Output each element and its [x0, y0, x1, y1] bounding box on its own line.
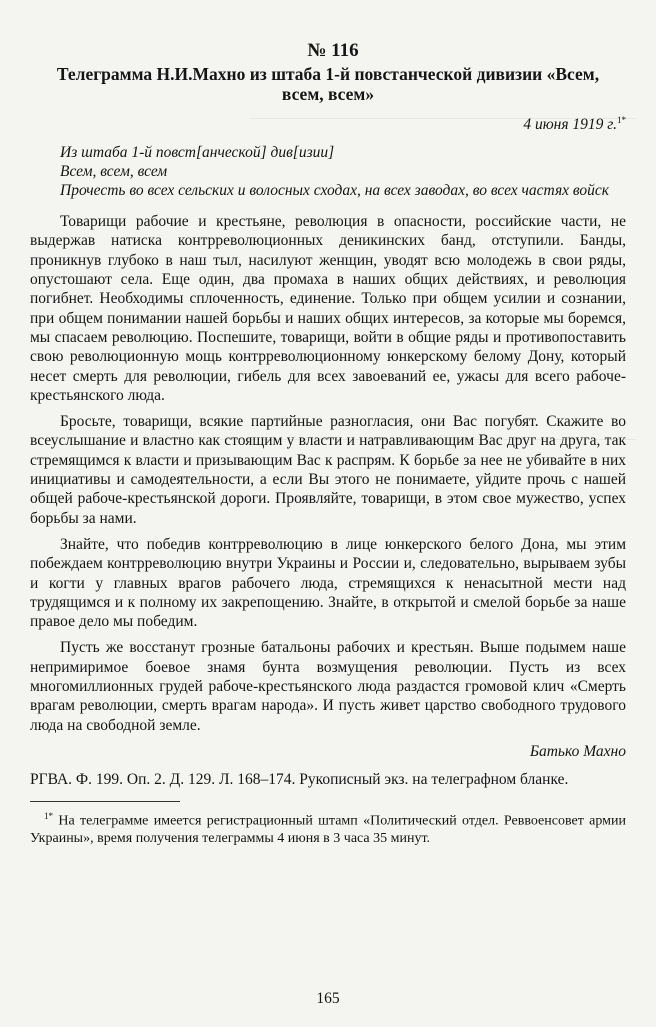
document-number: № 116	[307, 40, 359, 61]
body-paragraph: Бросьте, товарищи, всякие партийные разногласия, они Вас погубят. Скажите во всеуслышание и властно как стоящим у власти и натравливающим Вас друг на друга, так стремящимся к власти и призывающим Вас к распрям. К борьбе за нее не убивайте в них инициативы и самодеятельности, а если Вы этого не понимаете, уйдите прочь с нашей общей рабоче-крестьянской дороги. Проявляйте, товарищи, в этом свое мужество, успех борьбы за нами.	[30, 413, 626, 527]
page-number: 165	[316, 990, 340, 1007]
body-paragraph: Пусть же восстанут грозные батальоны рабочих и крестьян. Выше подымем наше непримиримое боевое знамя бунта возмущения революции. Пусть из всех многомиллионных грудей рабоче-крестьянского люда раздастся громовой клич «Смерть врагам революции, смерть врагам народа». И пусть живет царство свободного трудового люда на свободной земле.	[30, 639, 626, 734]
archive-reference: РГВА. Ф. 199. Оп. 2. Д. 129. Л. 168–174. Рукописный экз. на телеграфном бланке.	[30, 770, 569, 788]
telegram-header	[30, 143, 626, 200]
document-title: Телеграмма Н.И.Махно из штаба 1-й повстанческой дивизии «Всем, всем, всем»	[56, 64, 600, 104]
document-date	[30, 110, 626, 135]
date-text: 4 июня 1919 г.	[523, 116, 617, 134]
header-line: Из штаба 1-й повст[анческой] див[изии]	[60, 144, 335, 162]
header-line: Всем, всем, всем	[60, 163, 168, 181]
date-footnote-ref: 1*	[617, 115, 626, 125]
footnote	[30, 808, 626, 847]
document-content	[30, 40, 626, 847]
header-line: Прочесть во всех сельских и волосных сходах, на всех заводах, во всех частях войск	[60, 182, 610, 200]
telegram-body	[30, 212, 626, 735]
body-paragraph: Товарищи рабочие и крестьяне, революция в опасности, российские части, не выдержав натиска контрреволюционных деникинских банд, отступили. Банды, проникнув глубоко в наш тыл, насилуют женщин, уводят всю молодежь в свои ряды, опустошают села. Еще один, два промаха в наших общих действиях, и революция погибнет. Необходимы сплоченность, единение. Только при общем усилии и сознании, при общем понимании нашей борьбы и наших общих интересов, за которые мы боремся, мы спасаем революцию. Поспешите, товарищи, войти в общие ряды и противопоставить свою революционную мощь контрреволюционному юнкерскому белому Дону, который несет смерть для революции, гибель для всех завоеваний ее, ужасы для всего рабоче-крестьянского люда.	[30, 213, 626, 404]
footnote-divider	[30, 801, 180, 802]
footnote-mark: 1*	[44, 810, 53, 821]
body-paragraph: Знайте, что победив контрреволюцию в лице юнкерского белого Дона, мы этим побеждаем контрреволюцию внутри Украины и России и, следовательно, вырываем зубы и когти у главных врагов рабочего люда, стремящихся к ненасытной мести над трудящимся и к полному их закрепощению. Знайте, в открытой и смелой борьбе за наше правое дело мы победим.	[30, 535, 626, 631]
signature: Батько Махно	[529, 742, 626, 760]
footnote-text: На телеграмме имеется регистрационный штамп «Политический отдел. Реввоенсовет армии Украины», время получения телеграммы 4 июня в 3 часа 35 минут.	[30, 813, 627, 846]
